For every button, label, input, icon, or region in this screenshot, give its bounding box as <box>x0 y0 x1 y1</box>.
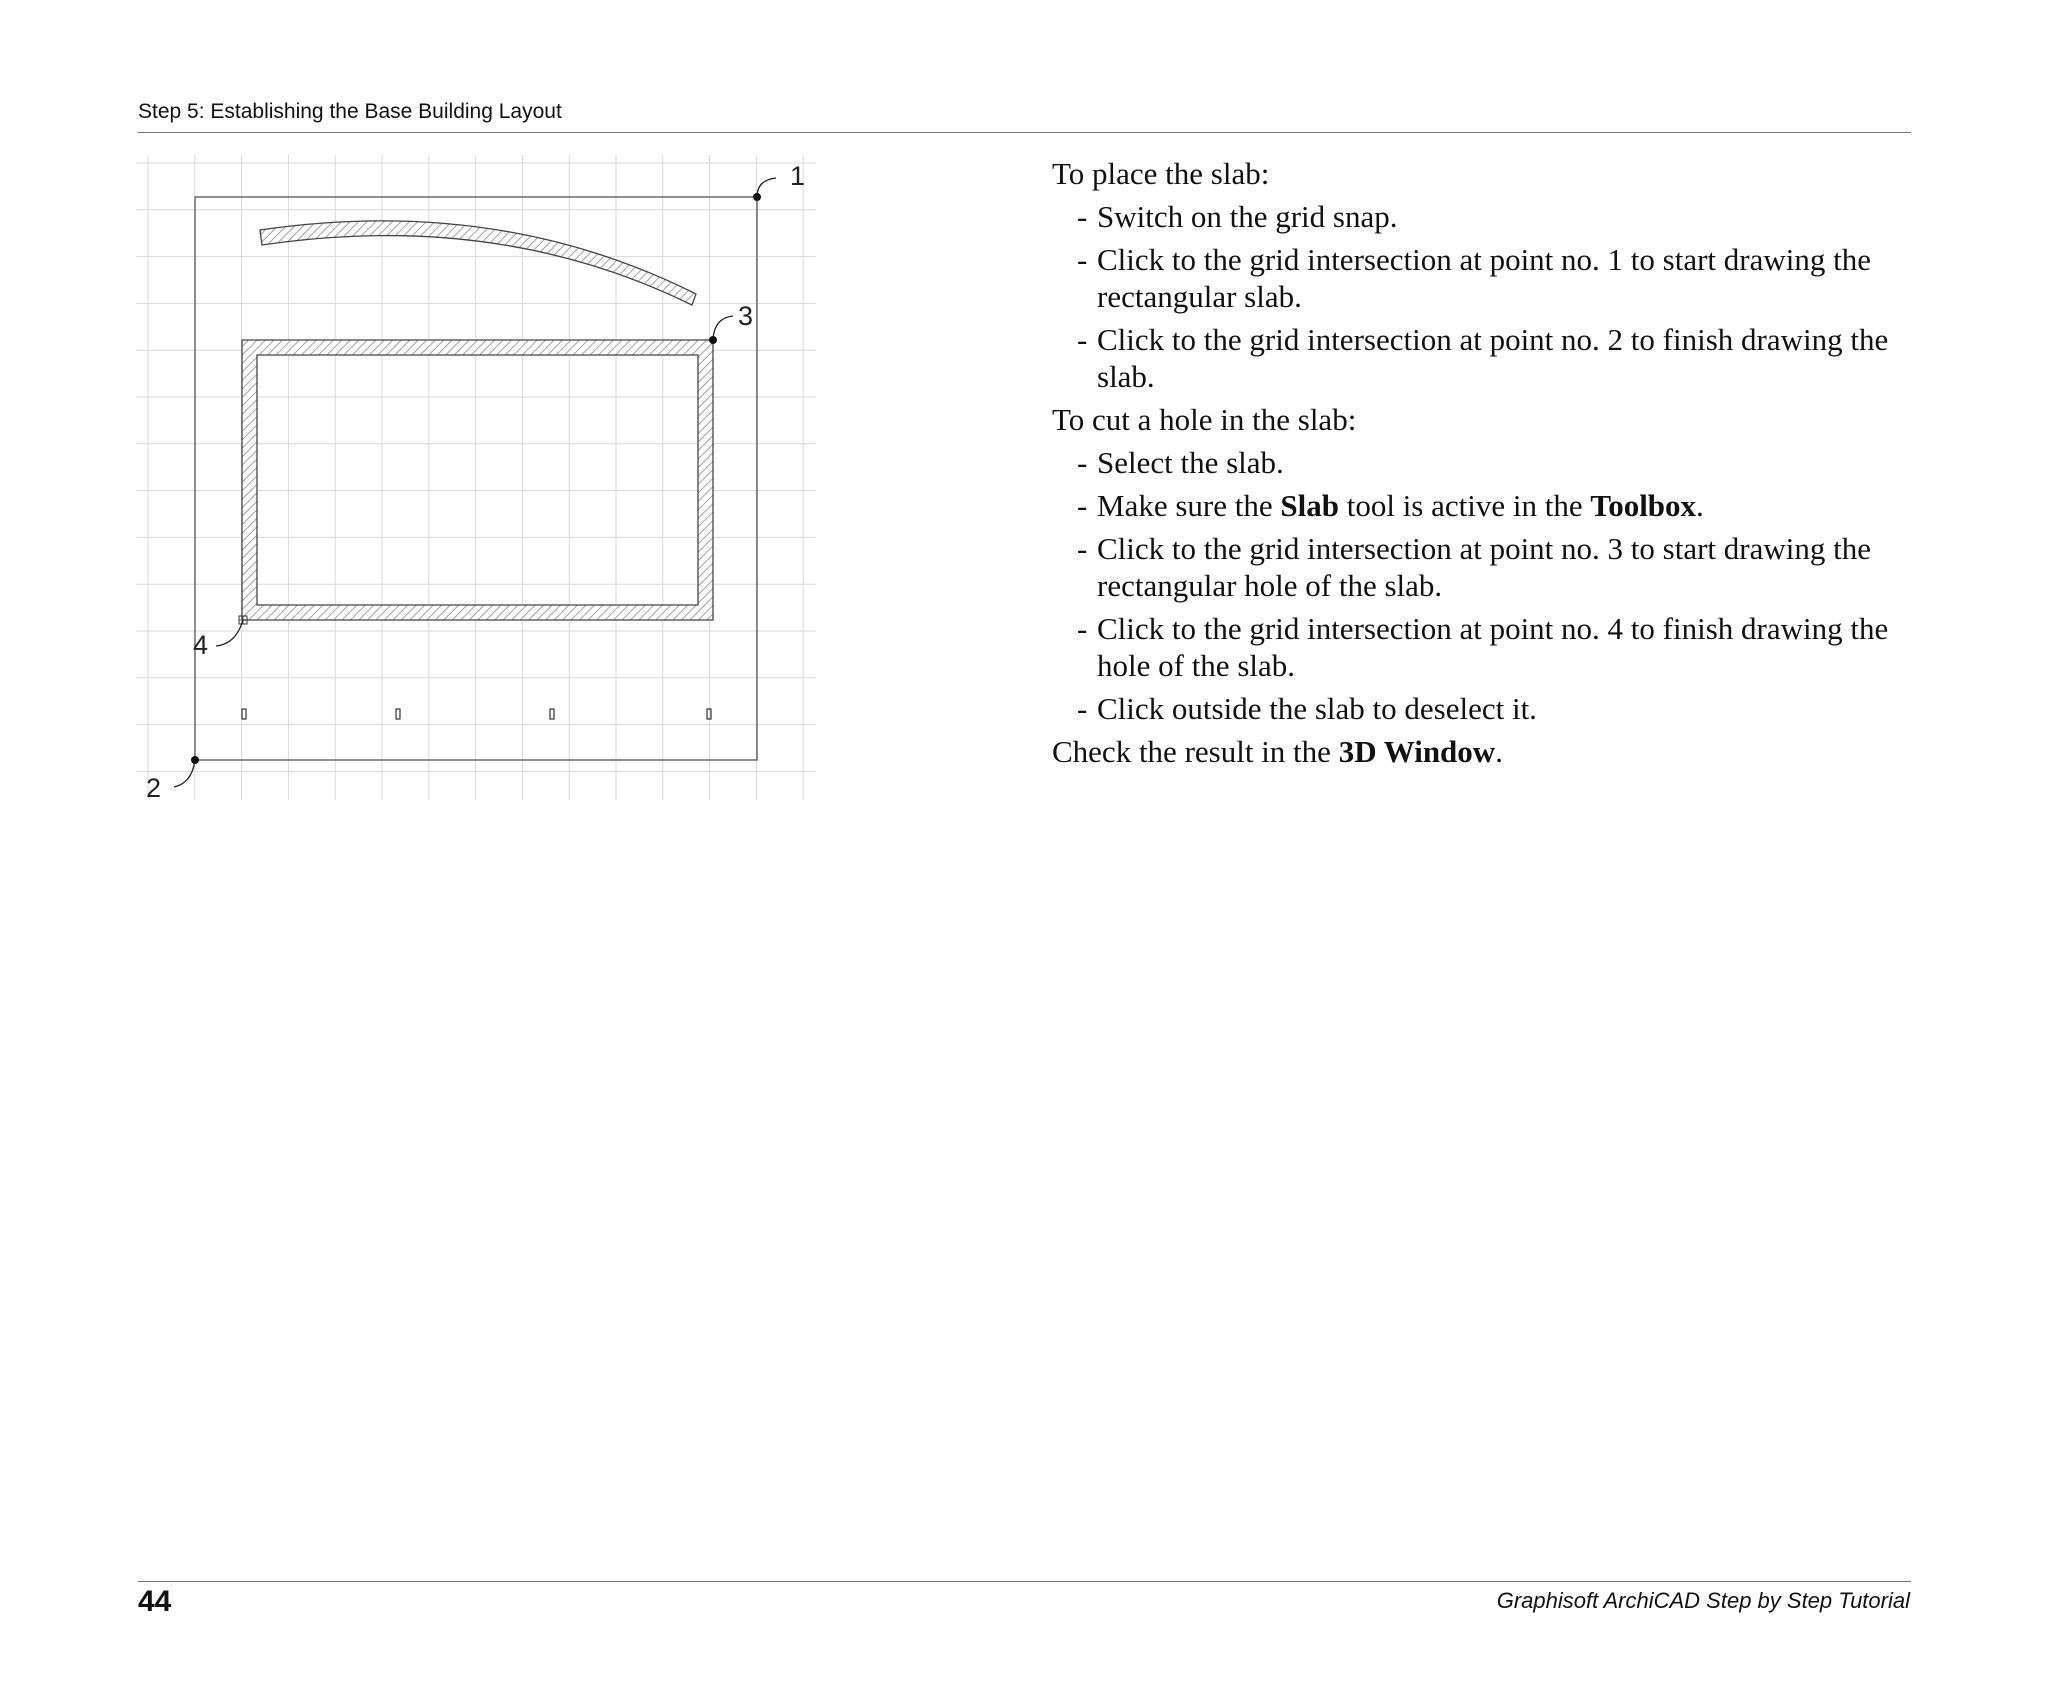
slab-tool-name: Slab <box>1280 488 1339 523</box>
point-label-4: 4 <box>193 630 209 660</box>
place-intro: To place the slab: <box>1052 156 1270 191</box>
hole-step-text: Click outside the slab to deselect it. <box>1097 691 1537 726</box>
floor-plan-drawing <box>136 155 816 800</box>
hole-step: - Select the slab. <box>1077 445 1284 480</box>
floor-plan-figure <box>136 155 816 800</box>
check-before: Check the result in the <box>1052 734 1339 769</box>
footer-book-title: Graphisoft ArchiCAD Step by Step Tutorial <box>1496 1588 1910 1613</box>
hole-step-text: Select the slab. <box>1097 445 1284 480</box>
hole-step: - Click outside the slab to deselect it. <box>1077 691 1537 726</box>
point-label-3: 3 <box>738 301 754 331</box>
place-step-text: Switch on the grid snap. <box>1097 199 1398 234</box>
place-step: - Switch on the grid snap. <box>1077 199 1398 234</box>
toolbox-name: Toolbox <box>1590 488 1697 523</box>
point-label-1: 1 <box>790 161 806 191</box>
hole-step-after: . <box>1696 488 1704 523</box>
grid-lines <box>136 155 816 800</box>
hole-step: - Click to the grid intersection at point no. 3 to start drawing the rectangular hole of the slab. <box>1077 531 1871 603</box>
point-label-2: 2 <box>146 773 162 800</box>
curved-wall <box>260 221 696 305</box>
leader-lines <box>174 178 776 787</box>
place-step: - Click to the grid intersection at point no. 2 to finish drawing the slab. <box>1077 322 1889 394</box>
3d-window-name: 3D Window <box>1338 734 1496 769</box>
column-markers <box>242 709 711 719</box>
check-after: . <box>1495 734 1503 769</box>
header-rule <box>138 132 1911 133</box>
check-result <box>1052 733 1932 770</box>
hole-step: - Click to the grid intersection at point no. 4 to finish drawing the hole of the slab. <box>1077 611 1889 683</box>
hole-step: - Make sure the Slab tool is active in the Toolbox. <box>1077 488 1704 523</box>
place-step-text: Click to the grid intersection at point no. 2 to finish drawing the slab. <box>1097 322 1889 394</box>
hole-intro: To cut a hole in the slab: <box>1052 402 1357 437</box>
hole-step-text: Click to the grid intersection at point no. 3 to start drawing the rectangular hole of the slab. <box>1097 531 1871 603</box>
instructions <box>1052 155 1932 776</box>
header-title: Step 5: Establishing the Base Building Layout <box>138 100 562 123</box>
hole-step-before: Make sure the <box>1097 488 1281 523</box>
hole-step-text: Click to the grid intersection at point no. 4 to finish drawing the hole of the slab. <box>1097 611 1889 683</box>
page-number: 44 <box>138 1585 172 1618</box>
place-step: - Click to the grid intersection at point no. 1 to start drawing the rectangular slab. <box>1077 242 1871 314</box>
footer-rule <box>138 1581 1911 1582</box>
place-step-text: Click to the grid intersection at point no. 1 to start drawing the rectangular slab. <box>1097 242 1871 314</box>
rectangular-wall <box>242 340 713 620</box>
hole-step-middle: tool is active in the <box>1338 488 1591 523</box>
